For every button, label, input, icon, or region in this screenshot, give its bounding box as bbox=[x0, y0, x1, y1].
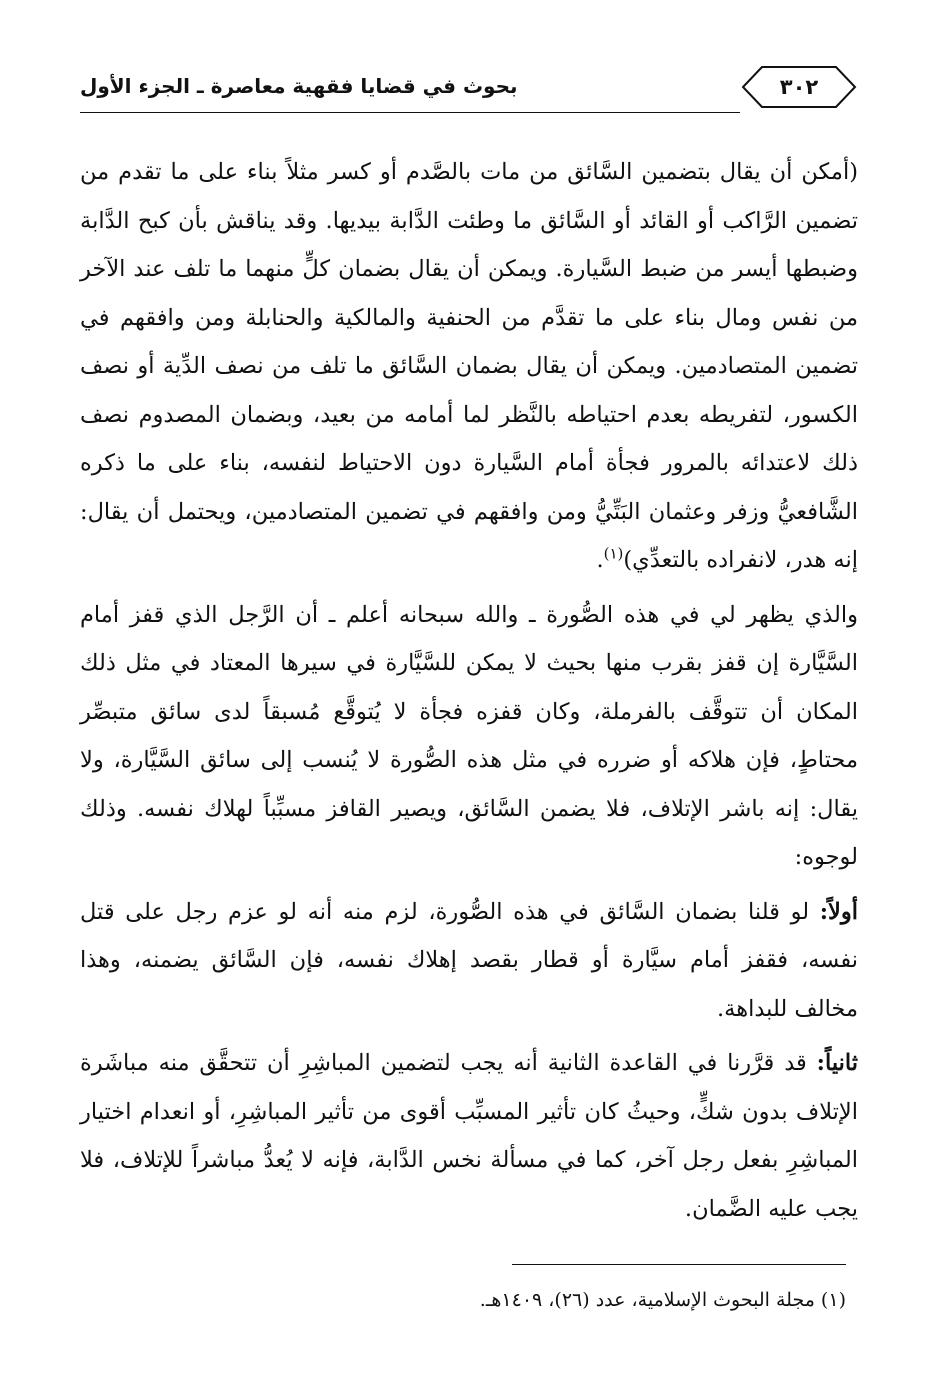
footnote-ref[interactable]: (١) bbox=[603, 544, 624, 563]
paragraph-lead: ثانياً: bbox=[816, 1050, 858, 1076]
paragraph-text: (أمكن أن يقال بتضمين السَّائق من مات بالصَّدم أو كسر مثلاً بناء على ما تقدم من تضمين الرَّاكب أو القائد أو السَّائق ما وطئت الدَّابة بيديها. وقد يناقش بأن كبح الدَّابة وضبطها أيسر من ضبط السَّيارة. ويمكن أن يقال بضمان كلٍّ منهما ما تلف عند الآخر من نفس ومال بناء على ما تقدَّم من الحنفية والمالكية والحنابلة ومن وافقهم في تضمين المتصادمين. ويمكن أن يقال بضمان السَّائق ما تلف من نصف الدِّية أو نصف الكسور، لتفريطه بعدم احتياطه بالنَّظر لما أمامه من بعيد، وبضمان المصدوم نصف ذلك لاعتدائه بالمرور فجأة أمام السَّيارة دون الاحتياط لنفسه، بناء على ما ذكره الشَّافعيُّ وزفر وعثمان البَتِّيُّ ومن وافقهم في تضمين المتصادمين، ويحتمل أن يقال: إنه هدر، لانفراده بالتعدِّي) bbox=[80, 159, 858, 573]
paragraph-lead: أولاً: bbox=[819, 898, 858, 925]
page-number-frame bbox=[740, 64, 858, 110]
paragraph-text: والذي يظهر لي في هذه الصُّورة ـ والله سبحانه أعلم ـ أن الرَّجل الذي قفز أمام السَّيَّارة إن قفز بقرب منها بحيث لا يمكن للسَّيَّارة في سيرها المعتاد في مثل ذلك المكان أن تتوقَّف بالفرملة، وكان قفزه فجأة لا يُتوقَّع مُسبقاً لدى سائق متبصِّر محتاطٍ، فإن هلاكه أو ضرره في مثل هذه الصُّورة لا يُنسب إلى سائق السَّيَّارة، ولا يقال: إنه باشر الإتلاف، فلا يضمن السَّائق، ويصير القافز مسبِّباً لهلاك نفسه. وذلك لوجوه: bbox=[80, 601, 858, 870]
paragraph-text: لو قلنا بضمان السَّائق في هذه الصُّورة، لزم منه أنه لو عزم رجل على قتل نفسه، فقفز أمام سيَّارة أو قطار بقصد إهلاك نفسه، فإن السَّائق يضمنه، وهذا مخالف للبداهة. bbox=[80, 898, 858, 1022]
paragraph bbox=[80, 591, 858, 882]
footnote: (١) مجلة البحوث الإسلامية، عدد (٢٦)، ١٤٠٩هـ. bbox=[479, 1289, 846, 1311]
footnote-rule bbox=[512, 1264, 846, 1265]
running-header bbox=[80, 58, 858, 122]
paragraph bbox=[80, 148, 858, 585]
header-rule bbox=[80, 112, 740, 113]
book-title: بحوث في قضايا فقهية معاصرة ـ الجزء الأول bbox=[80, 74, 518, 98]
paragraph-tail: . bbox=[596, 547, 604, 573]
body-text bbox=[80, 148, 858, 1233]
paragraph-text: قد قرَّرنا في القاعدة الثانية أنه يجب لتضمين المباشِرِ أن تتحقَّق منه مباشَرة الإتلاف بدون شكٍّ، وحيثُ كان تأثير المسبِّب أقوى من تأثير المباشِرِ، أو انعدام اختيار المباشِرِ بفعل رجل آخر، كما في مسألة نخس الدَّابة، فإنه لا يُعدُّ مباشراً للإتلاف، فلا يجب عليه الضَّمان. bbox=[80, 1050, 858, 1222]
paragraph bbox=[80, 888, 858, 1034]
page-number: ٣٠٢ bbox=[779, 75, 819, 99]
paragraph bbox=[80, 1039, 858, 1233]
